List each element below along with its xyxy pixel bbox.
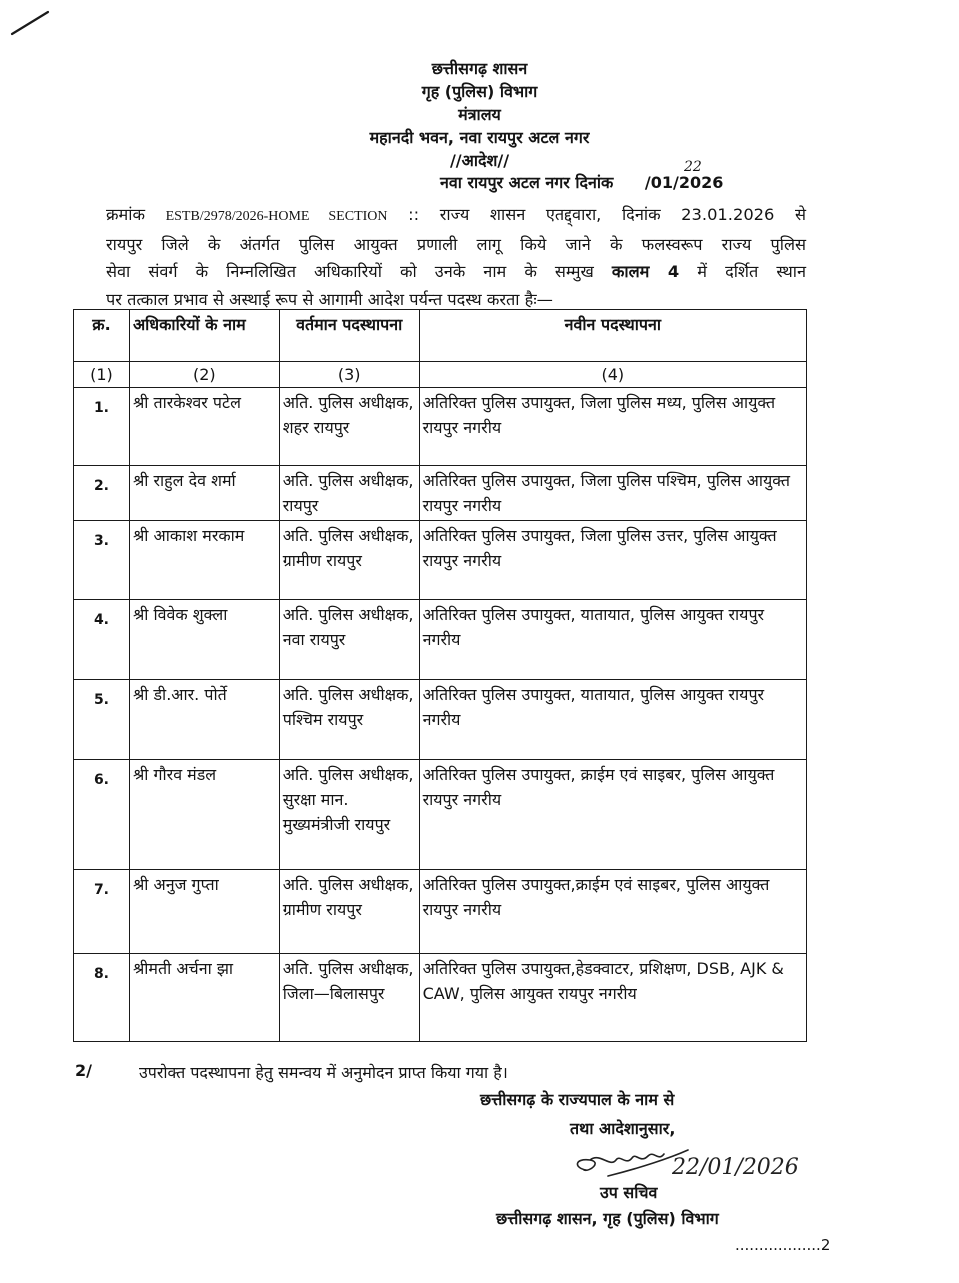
row-officer-name: श्री अनुज गुप्ता bbox=[129, 870, 279, 954]
authority-line: छत्तीसगढ़ के राज्यपाल के नाम से bbox=[480, 1090, 675, 1109]
index-4: (4) bbox=[419, 362, 806, 388]
header-address: महानदी भवन, नवा रायपुर अटल नगर bbox=[369, 128, 590, 147]
table-row bbox=[74, 954, 807, 1042]
body-line-3: सेवा संवर्ग के निम्नलिखित अधिकारियों को उनके नाम के सम्मुख कालम 4 में दर्शित स्थान bbox=[106, 262, 806, 281]
index-2: (2) bbox=[129, 362, 279, 388]
order-body bbox=[106, 201, 806, 313]
header-order-title: //आदेश// bbox=[449, 151, 510, 170]
header-officer-name: अधिकारियों के नाम bbox=[129, 310, 279, 362]
row-current-posting: अति. पुलिस अधीक्षक, नवा रायपुर bbox=[279, 600, 419, 680]
issuing-department: छत्तीसगढ़ शासन, गृह (पुलिस) विभाग bbox=[496, 1209, 719, 1228]
row-serial: 4. bbox=[74, 600, 130, 680]
row-new-posting: अतिरिक्त पुलिस उपायुक्त, क्राईम एवं साइबर, पुलिस आयुक्त रायपुर नगरीय bbox=[419, 760, 806, 870]
row-new-posting: अतिरिक्त पुलिस उपायुक्त,हेडक्वाटर, प्रशिक्षण, DSB, AJK & CAW, पुलिस आयुक्त रायपुर नगरीय bbox=[419, 954, 806, 1042]
row-serial: 5. bbox=[74, 680, 130, 760]
body-line-2: रायपुर जिले के अंतर्गत पुलिस आयुक्त प्रणाली लागू किये जाने के फलस्वरूप राज्य पुलिस bbox=[106, 234, 806, 254]
table-row bbox=[74, 388, 807, 466]
table-row bbox=[74, 600, 807, 680]
table-row bbox=[74, 521, 807, 600]
row-current-posting: अति. पुलिस अधीक्षक, रायपुर bbox=[279, 466, 419, 521]
row-serial: 1. bbox=[74, 388, 130, 466]
approval-note: उपरोक्त पदस्थापना हेतु समन्वय में अनुमोदन प्राप्त किया गया है। bbox=[139, 1063, 508, 1082]
column-reference: कालम 4 bbox=[611, 262, 680, 281]
posting-table bbox=[73, 309, 807, 1042]
document-header bbox=[0, 57, 959, 172]
index-3: (3) bbox=[279, 362, 419, 388]
row-new-posting: अतिरिक्त पुलिस उपायुक्त, यातायात, पुलिस आयुक्त रायपुर नगरीय bbox=[419, 680, 806, 760]
table-row bbox=[74, 466, 807, 521]
row-officer-name: श्री तारकेश्वर पटेल bbox=[129, 388, 279, 466]
row-serial: 7. bbox=[74, 870, 130, 954]
row-new-posting: अतिरिक्त पुलिस उपायुक्त, जिला पुलिस मध्य, पुलिस आयुक्त रायपुर नगरीय bbox=[419, 388, 806, 466]
authority-order-line: तथा आदेशानुसार, bbox=[570, 1119, 676, 1138]
signature-date: 22/01/2026 bbox=[672, 1155, 799, 1180]
row-current-posting: अति. पुलिस अधीक्षक, शहर रायपुर bbox=[279, 388, 419, 466]
row-officer-name: श्री विवेक शुक्ला bbox=[129, 600, 279, 680]
table-row bbox=[74, 680, 807, 760]
index-1: (1) bbox=[74, 362, 130, 388]
pen-stroke-mark bbox=[10, 8, 50, 38]
header-department: गृह (पुलिस) विभाग bbox=[421, 82, 538, 101]
row-officer-name: श्रीमती अर्चना झा bbox=[129, 954, 279, 1042]
body-line-4: पर तत्काल प्रभाव से अस्थाई रूप से आगामी आदेश पर्यन्त पदस्थ करता हैः— bbox=[106, 289, 553, 309]
row-current-posting: अति. पुलिस अधीक्षक, ग्रामीण रायपुर bbox=[279, 870, 419, 954]
table-header-row bbox=[74, 310, 807, 362]
row-current-posting: अति. पुलिस अधीक्षक, ग्रामीण रायपुर bbox=[279, 521, 419, 600]
row-serial: 2. bbox=[74, 466, 130, 521]
row-officer-name: श्री आकाश मरकाम bbox=[129, 521, 279, 600]
row-current-posting: अति. पुलिस अधीक्षक, पश्चिम रायपुर bbox=[279, 680, 419, 760]
row-new-posting: अतिरिक्त पुलिस उपायुक्त, जिला पुलिस पश्चिम, पुलिस आयुक्त रायपुर नगरीय bbox=[419, 466, 806, 521]
designation: उप सचिव bbox=[600, 1183, 658, 1202]
table-row bbox=[74, 870, 807, 954]
row-officer-name: श्री गौरव मंडल bbox=[129, 760, 279, 870]
dateline-place: नवा रायपुर अटल नगर दिनांक bbox=[440, 173, 614, 192]
header-ministry: मंत्रालय bbox=[458, 105, 501, 124]
body-line-1: क्रमांक ESTB/2978/2026-HOME SECTION :: राज्य शासन एतद्द्वारा, दिनांक 23.01.2026 से bbox=[106, 205, 807, 224]
table-row bbox=[74, 760, 807, 870]
header-government: छत्तीसगढ़ शासन bbox=[431, 59, 528, 78]
row-new-posting: अतिरिक्त पुलिस उपायुक्त, जिला पुलिस उत्तर, पुलिस आयुक्त रायपुर नगरीय bbox=[419, 521, 806, 600]
page-continuation: ..................2 bbox=[735, 1236, 831, 1254]
handwritten-day: 22 bbox=[684, 159, 702, 175]
row-serial: 6. bbox=[74, 760, 130, 870]
row-current-posting: अति. पुलिस अधीक्षक, सुरक्षा मान. मुख्यमंत्रीजी रायपुर bbox=[279, 760, 419, 870]
row-current-posting: अति. पुलिस अधीक्षक, जिला—बिलासपुर bbox=[279, 954, 419, 1042]
header-serial: क्र. bbox=[74, 310, 130, 362]
header-current-posting: वर्तमान पदस्थापना bbox=[279, 310, 419, 362]
paragraph-number: 2/ bbox=[75, 1061, 92, 1080]
row-serial: 3. bbox=[74, 521, 130, 600]
table-index-row bbox=[74, 362, 807, 388]
row-officer-name: श्री डी.आर. पोर्ते bbox=[129, 680, 279, 760]
row-officer-name: श्री राहुल देव शर्मा bbox=[129, 466, 279, 521]
row-new-posting: अतिरिक्त पुलिस उपायुक्त, यातायात, पुलिस आयुक्त रायपुर नगरीय bbox=[419, 600, 806, 680]
header-new-posting: नवीन पदस्थापना bbox=[419, 310, 806, 362]
handwritten-signature bbox=[560, 1138, 800, 1184]
row-serial: 8. bbox=[74, 954, 130, 1042]
dateline-month-year: /01/2026 bbox=[644, 173, 724, 192]
row-new-posting: अतिरिक्त पुलिस उपायुक्त,क्राईम एवं साइबर, पुलिस आयुक्त रायपुर नगरीय bbox=[419, 870, 806, 954]
order-number: ESTB/2978/2026-HOME SECTION bbox=[165, 209, 388, 224]
